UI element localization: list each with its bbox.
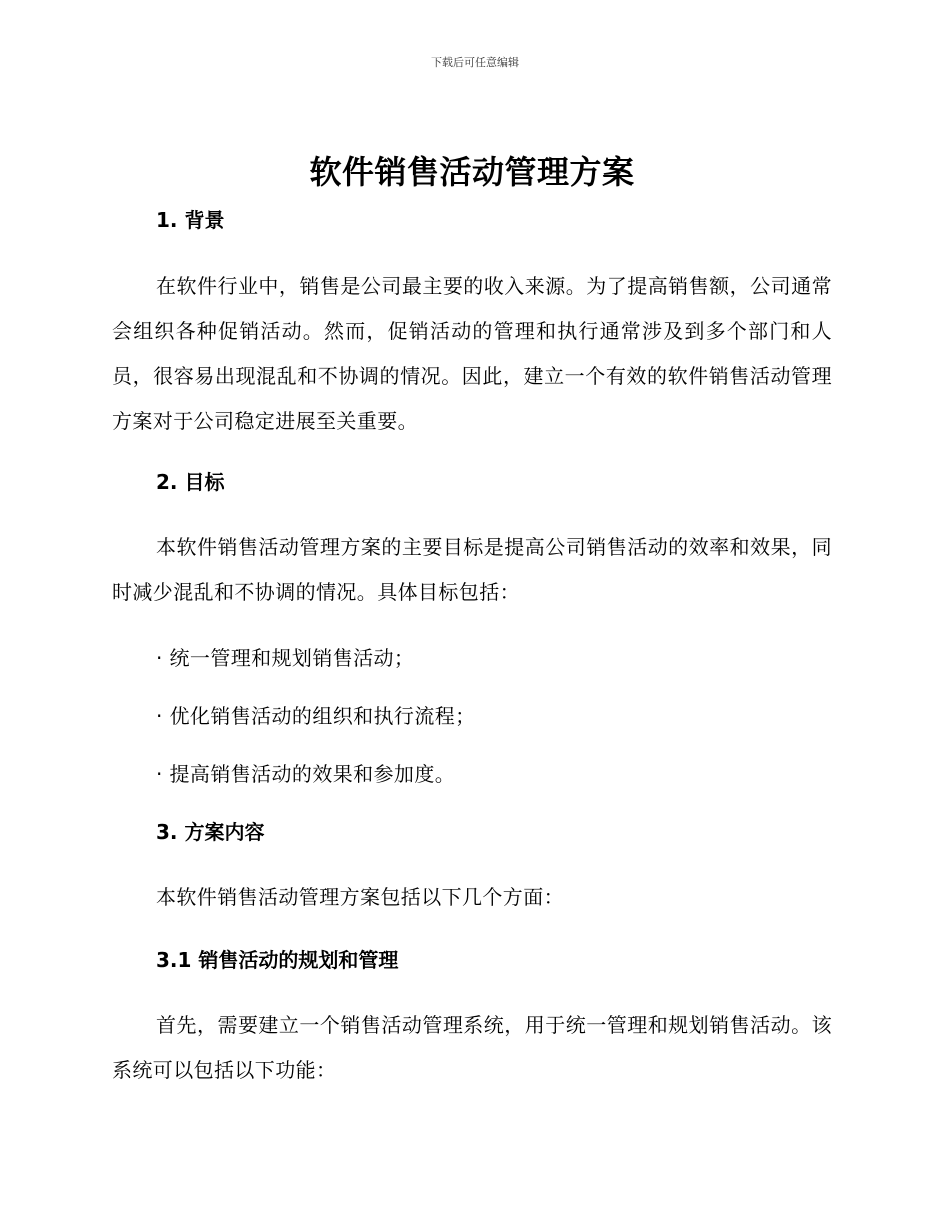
document-body: [112, 148, 832, 1093]
section-heading-plan: 3. 方案内容: [156, 820, 265, 844]
list-item: · 统一管理和规划销售活动；: [156, 646, 415, 670]
list-item: · 提高销售活动的效果和参加度。: [156, 762, 456, 786]
paragraph-plan: 本软件销售活动管理方案包括以下几个方面：: [156, 885, 564, 909]
section-heading-planning-management: 3.1 销售活动的规划和管理: [156, 948, 399, 972]
section-heading-goals: 2. 目标: [156, 470, 225, 494]
paragraph-planning-management: 首先，需要建立一个销售活动管理系统，用于统一管理和规划销售活动。该系统可以包括以下功能：: [112, 1013, 832, 1082]
paragraph-background: 在软件行业中，销售是公司最主要的收入来源。为了提高销售额，公司通常会组织各种促销活动。然而，促销活动的管理和执行通常涉及到多个部门和人员，很容易出现混乱和不协调的情况。因此，建立一个有效的软件销售活动管理方案对于公司稳定进展至关重要。: [112, 274, 832, 433]
header-note: 下载后可任意编辑: [431, 56, 519, 69]
paragraph-goals: 本软件销售活动管理方案的主要目标是提高公司销售活动的效率和效果，同时减少混乱和不协调的情况。具体目标包括：: [112, 535, 832, 604]
document-title: 软件销售活动管理方案: [309, 153, 635, 191]
section-heading-background: 1. 背景: [156, 208, 225, 232]
list-item: · 优化销售活动的组织和执行流程；: [156, 704, 476, 728]
